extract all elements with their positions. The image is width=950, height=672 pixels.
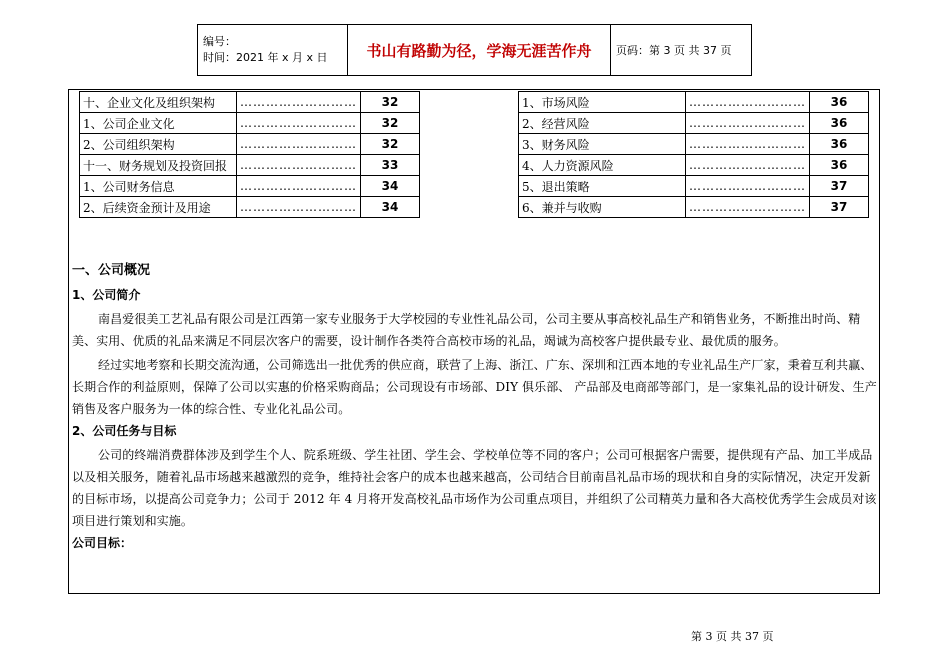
toc-page-number: 32 — [361, 134, 420, 155]
toc-leader: ……………………… — [686, 134, 810, 155]
toc-leader: ……………………… — [237, 134, 361, 155]
toc-leader: ……………………… — [686, 113, 810, 134]
subheading-mission: 2、公司任务与目标 — [72, 424, 177, 438]
toc-title: 1、公司企业文化 — [80, 113, 237, 134]
toc-title: 2、经营风险 — [519, 113, 686, 134]
toc-table-left — [79, 91, 420, 218]
paragraph-intro-2: 经过实地考察和长期交流沟通，公司筛选出一批优秀的供应商，联营了上海、浙江、广东、深圳和江西本地的专业礼品生产厂家，秉着互利共赢、长期合作的利益原则，保障了公司以实惠的价格采购商品；公司现设有市场部、DIY 俱乐部、 产品部及电商部等部门，是一家集礼品的设计研发、生产销售及客户服务为一体的综合性、专业化礼品公司。 — [72, 358, 877, 416]
toc-leader: ……………………… — [237, 197, 361, 218]
toc-title: 1、市场风险 — [519, 92, 686, 113]
page-header — [197, 24, 752, 76]
toc-row — [519, 134, 869, 155]
toc-leader: ……………………… — [237, 113, 361, 134]
subheading-intro: 1、公司简介 — [72, 288, 141, 302]
toc-leader: ……………………… — [686, 197, 810, 218]
header-meta — [198, 25, 348, 76]
toc-page-number: 34 — [361, 176, 420, 197]
toc-page-number: 32 — [361, 113, 420, 134]
toc-row — [80, 155, 420, 176]
toc-page-number: 33 — [361, 155, 420, 176]
toc-title: 十一、财务规划及投资回报 — [80, 155, 237, 176]
toc-title: 2、公司组织架构 — [80, 134, 237, 155]
paragraph-mission: 公司的终端消费群体涉及到学生个人、院系班级、学生社团、学生会、学校单位等不同的客户；公司可根据客户需要，提供现有产品、加工半成品以及相关服务，随着礼品市场越来越激烈的竞争，维持社会客户的成本也越来越高，公司结合目前南昌礼品市场的现状和自身的实际情况，决定开发新的目标市场，以提高公司竞争力；公司于 2012 年 4 月将开发高校礼品市场作为公司重点项目，并组织了公司精英力量和各大高校优秀学生会成员对该项目进行策划和实施。 — [72, 448, 877, 528]
toc-leader: ……………………… — [237, 92, 361, 113]
toc-row — [80, 197, 420, 218]
document-body — [72, 262, 882, 556]
toc-row — [519, 197, 869, 218]
toc-leader: ……………………… — [686, 155, 810, 176]
toc-page-number: 36 — [810, 155, 869, 176]
toc-leader: ……………………… — [237, 155, 361, 176]
toc-page-number: 34 — [361, 197, 420, 218]
toc-page-number: 37 — [810, 197, 869, 218]
time-label: 时间：2021 年 x 月 x 日 — [203, 51, 328, 64]
toc-title: 3、财务风险 — [519, 134, 686, 155]
goal-label: 公司目标： — [72, 536, 133, 550]
section-heading: 一、公司概况 — [72, 263, 151, 278]
toc-title: 5、退出策略 — [519, 176, 686, 197]
toc-leader: ……………………… — [686, 176, 810, 197]
toc-row — [519, 92, 869, 113]
toc-title: 4、人力资源风险 — [519, 155, 686, 176]
toc-row — [80, 134, 420, 155]
toc-title: 1、公司财务信息 — [80, 176, 237, 197]
toc-row — [80, 176, 420, 197]
header-page-info: 页码：第 3 页 共 37 页 — [611, 25, 752, 76]
number-label: 编号： — [203, 35, 236, 48]
header-motto: 书山有路勤为径，学海无涯苦作舟 — [348, 25, 611, 76]
toc-leader: ……………………… — [686, 92, 810, 113]
toc-row — [80, 92, 420, 113]
toc-page-number: 32 — [361, 92, 420, 113]
paragraph-intro-1: 南昌爱很美工艺礼品有限公司是江西第一家专业服务于大学校园的专业性礼品公司，公司主要从事高校礼品生产和销售业务，不断推出时尚、精美、实用、优质的礼品来满足不同层次客户的需要，设计制作各类符合高校市场的礼品，竭诚为高校客户提供最专业、最优质的服务。 — [72, 312, 861, 348]
toc-row — [80, 113, 420, 134]
toc-title: 6、兼并与收购 — [519, 197, 686, 218]
toc-leader: ……………………… — [237, 176, 361, 197]
toc-title: 2、后续资金预计及用途 — [80, 197, 237, 218]
toc-row — [519, 113, 869, 134]
toc-title: 十、企业文化及组织架构 — [80, 92, 237, 113]
toc-table-right — [518, 91, 869, 218]
toc-page-number: 37 — [810, 176, 869, 197]
toc-page-number: 36 — [810, 92, 869, 113]
toc-row — [519, 176, 869, 197]
toc-page-number: 36 — [810, 113, 869, 134]
toc-page-number: 36 — [810, 134, 869, 155]
page-footer: 第 3 页 共 37 页 — [691, 630, 774, 643]
toc-row — [519, 155, 869, 176]
